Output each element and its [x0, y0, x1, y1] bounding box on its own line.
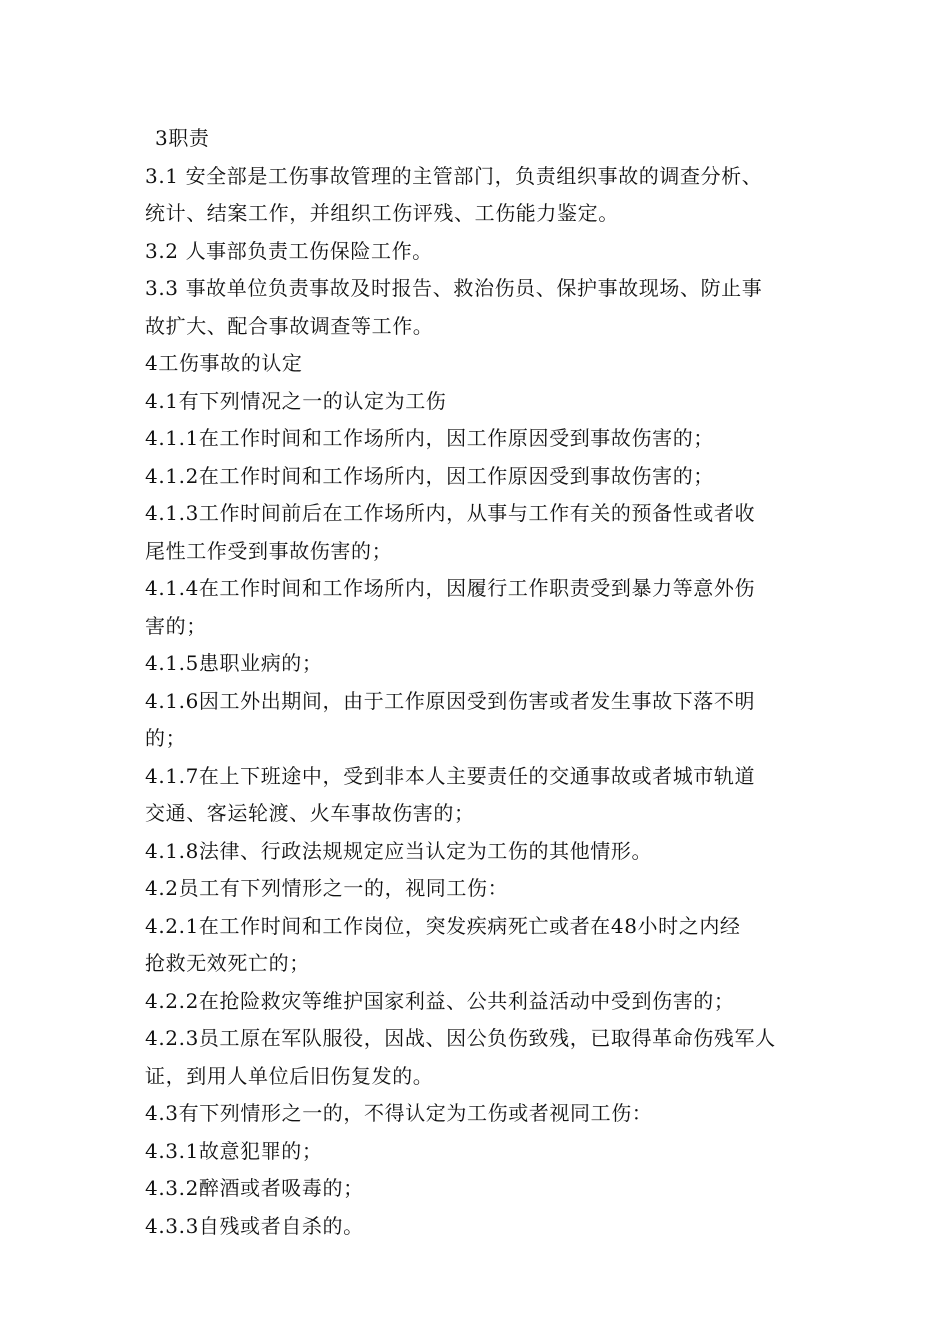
text-line: 4.1.5患职业病的； [145, 651, 323, 675]
text-line: 3.3 事故单位负责事故及时报告、救治伤员、保护事故现场、防止事 [145, 276, 763, 300]
text-line: 4.2.1在工作时间和工作岗位，突发疾病死亡或者在48小时之内经 [145, 913, 741, 938]
text-line: 4.3.3自残或者自杀的。 [145, 1213, 364, 1238]
text-line: 4.1.6因工外出期间，由于工作原因受到伤害或者发生事故下落不明 [145, 688, 756, 713]
text-line: 害的； [145, 613, 207, 638]
text-line: 故扩大、配合事故调查等工作。 [145, 313, 434, 338]
text-line: 证，到用人单位后旧伤复发的。 [145, 1063, 434, 1088]
text-line: 4.3.2醉酒或者吸毒的； [145, 1176, 364, 1200]
text-line: 4.3.1故意犯罪的； [145, 1138, 323, 1163]
text-line: 抢救无效死亡的； [145, 951, 310, 975]
text-line: 4.1.7在上下班途中，受到非本人主要责任的交通事故或者城市轨道 [145, 763, 756, 788]
text-line: 3.2 人事部负责工伤保险工作。 [145, 238, 433, 263]
section-heading-3: 3职责 [155, 126, 210, 150]
text-line: 4.2.2在抢险救灾等维护国家利益、公共利益活动中受到伤害的； [145, 988, 735, 1013]
text-line: 4.2.3员工原在军队服役，因战、因公负伤致残，已取得革命伤残军人 [145, 1026, 776, 1050]
text-line: 4.1.3工作时间前后在工作场所内，从事与工作有关的预备性或者收 [145, 501, 756, 525]
document-body [145, 120, 810, 1245]
text-line: 4.2员工有下列情形之一的，视同工伤： [145, 876, 509, 900]
text-line: 交通、客运轮渡、火车事故伤害的； [145, 801, 475, 825]
text-line: 4.1.2在工作时间和工作场所内，因工作原因受到事故伤害的； [145, 463, 714, 488]
text-line: 3.1 安全部是工伤事故管理的主管部门，负责组织事故的调查分析、 [145, 163, 763, 188]
text-line: 尾性工作受到事故伤害的； [145, 538, 393, 563]
text-line: 4.3有下列情形之一的，不得认定为工伤或者视同工伤： [145, 1101, 653, 1125]
section-heading-4: 4工伤事故的认定 [145, 351, 303, 375]
text-line: 的； [145, 726, 187, 750]
text-line: 4.1.1在工作时间和工作场所内，因工作原因受到事故伤害的； [145, 426, 714, 450]
text-line: 统计、结案工作，并组织工伤评残、工伤能力鉴定。 [145, 201, 619, 225]
text-line: 4.1.4在工作时间和工作场所内，因履行工作职责受到暴力等意外伤 [145, 576, 756, 600]
text-line: 4.1.8法律、行政法规规定应当认定为工伤的其他情形。 [145, 838, 653, 863]
text-line: 4.1有下列情况之一的认定为工伤 [145, 388, 447, 413]
